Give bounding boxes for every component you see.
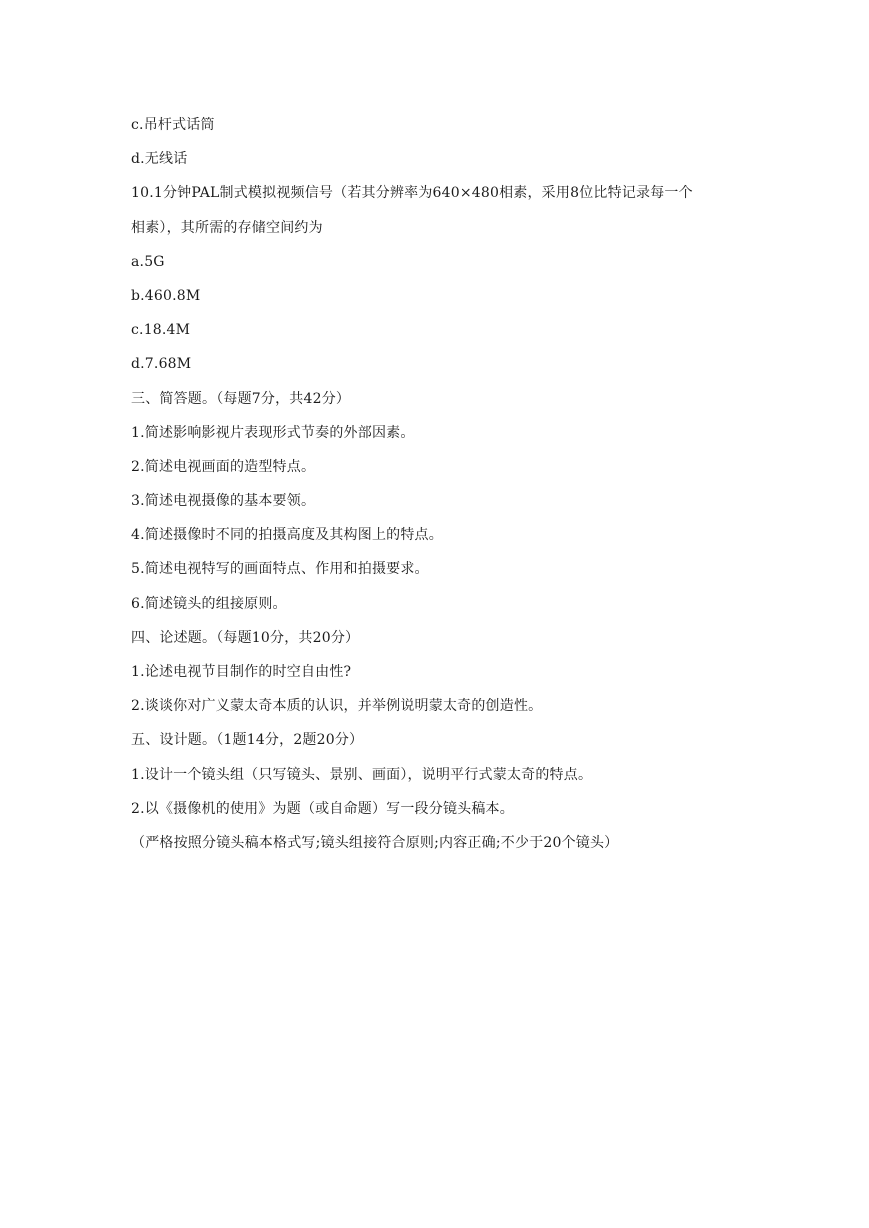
short-answer-question-6: 6.简述镜头的组接原则。 [131,595,287,612]
short-answer-question-4: 4.简述摄像时不同的拍摄高度及其构图上的特点。 [131,527,443,544]
design-question-2-requirements: （严格按照分镜头稿本格式写;镜头组接符合原则;内容正确;不少于20个镜头） [131,834,619,851]
option-a: a.5G [131,253,165,270]
question-10-text: 10.1分钟PAL制式模拟视频信号（若其分辨率为640×480相素，采用8位比特记录每一个 [131,185,693,202]
option-c: c.18.4M [131,322,191,339]
short-answer-question-2: 2.简述电视画面的造型特点。 [131,458,316,475]
design-question-1: 1.设计一个镜头组（只写镜头、景别、画面），说明平行式蒙太奇的特点。 [131,766,593,783]
section-3-heading: 三、简答题。（每题7分，共42分） [131,390,351,407]
essay-question-2: 2.谈谈你对广义蒙太奇本质的认识，并举例说明蒙太奇的创造性。 [131,698,543,715]
short-answer-question-5: 5.简述电视特写的画面特点、作用和拍摄要求。 [131,561,429,578]
short-answer-question-1: 1.简述影响影视片表现形式节奏的外部因素。 [131,424,415,441]
document-body [131,108,751,860]
section-4-heading: 四、论述题。（每题10分，共20分） [131,629,360,646]
option-b: b.460.8M [131,287,201,304]
section-5-heading: 五、设计题。（1题14分，2题20分） [131,732,364,749]
option-d: d.7.68M [131,356,192,373]
short-answer-question-3: 3.简述电视摄像的基本要领。 [131,493,316,510]
option-c-boom-microphone: c.吊杆式话筒 [131,117,215,133]
design-question-2: 2.以《摄像机的使用》为题（或自命题）写一段分镜头稿本。 [131,800,514,817]
question-10-text-continued: 相素），其所需的存储空间约为 [131,219,323,236]
essay-question-1: 1.论述电视节目制作的时空自由性? [131,664,352,680]
option-d-wireless-microphone: d.无线话 [131,151,188,168]
